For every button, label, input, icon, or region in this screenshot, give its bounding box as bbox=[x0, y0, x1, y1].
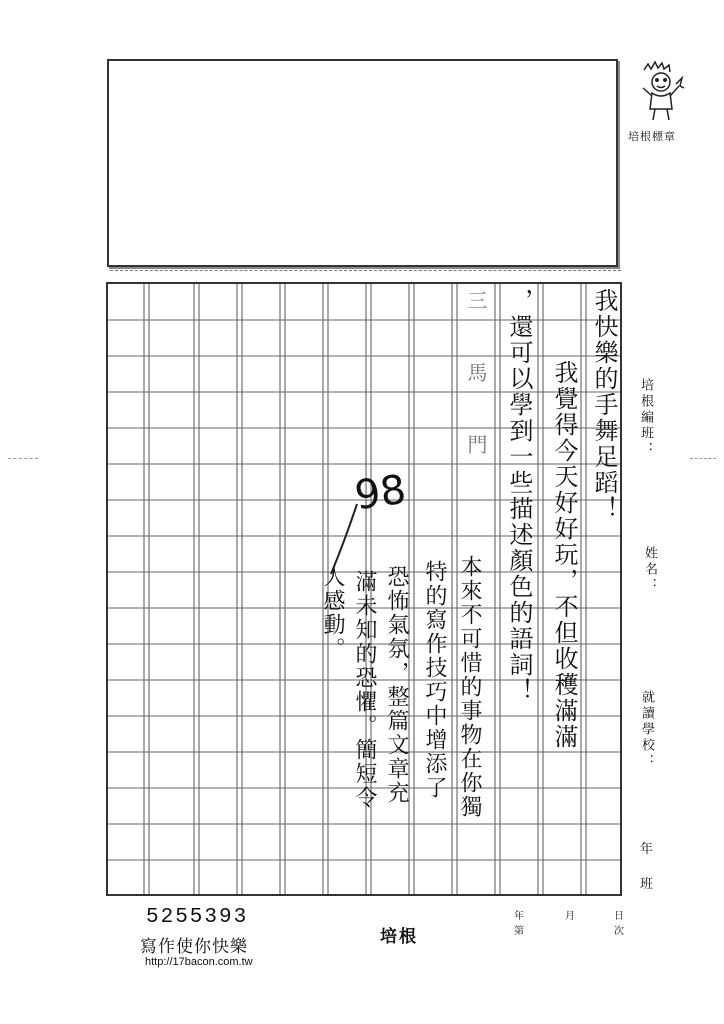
footer-brand: 培根 bbox=[380, 927, 418, 947]
comment-column-4: 滿未知的恐懼。簡短令 bbox=[352, 570, 377, 810]
date-year: 年 bbox=[514, 911, 524, 922]
footer-slogan: 寫作使你快樂 bbox=[140, 937, 248, 957]
date-nth: 第 bbox=[514, 926, 524, 937]
essay-column-1: 我快樂的手舞足蹈！ bbox=[590, 288, 618, 522]
score: 98 bbox=[352, 466, 409, 520]
comment-box bbox=[107, 59, 618, 267]
label-number-class: 培根編班： bbox=[638, 378, 653, 458]
margin-mark-left bbox=[8, 458, 38, 459]
date-month: 月 bbox=[565, 911, 575, 922]
footer-url: http://17bacon.com.tw bbox=[145, 956, 253, 968]
comment-column-1: 本來不可惜的事物在你獨 bbox=[457, 555, 482, 819]
margin-mark-right bbox=[690, 458, 716, 459]
date-times: 次 bbox=[614, 926, 624, 937]
comment-column-2: 特的寫作技巧中增添了 bbox=[422, 560, 447, 800]
struck-marks: 三 馬 門 bbox=[464, 290, 488, 468]
mascot-stamp-icon bbox=[636, 60, 686, 122]
label-school: 就讀學校： bbox=[639, 690, 654, 770]
comment-column-3: 恐怖氣氛，整篇文章充 bbox=[384, 565, 409, 805]
comment-column-5: 人感動。 bbox=[320, 565, 345, 661]
essay-column-2: 我覺得今天好好玩，不但收穫滿滿 bbox=[550, 360, 578, 750]
comment-box-shadow bbox=[110, 266, 621, 271]
essay-column-3: ，還可以學到一些描述顏色的語詞！ bbox=[505, 288, 533, 704]
stamp-label: 培根標章 bbox=[628, 130, 676, 143]
label-name: 姓名： bbox=[642, 546, 657, 594]
footer-id: 5255393 bbox=[146, 906, 249, 929]
label-class: 班 bbox=[640, 877, 657, 892]
label-grade: 年 bbox=[640, 842, 657, 857]
date-day: 日 bbox=[614, 911, 624, 922]
score-stroke bbox=[325, 500, 365, 580]
